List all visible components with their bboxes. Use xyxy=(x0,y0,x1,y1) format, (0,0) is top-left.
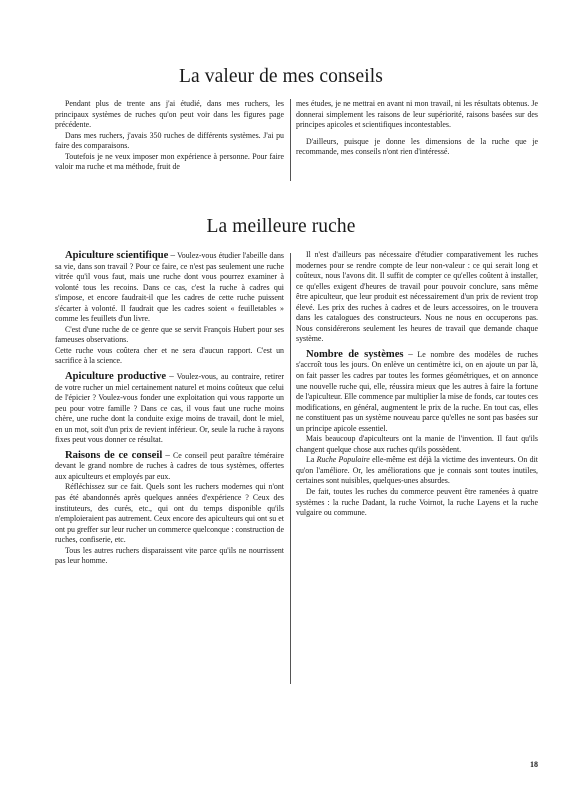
paragraph-ruche-populaire xyxy=(296,455,538,487)
paragraph: Tous les autres ruchers disparaissent vite parce qu'ils ne nourrissent pas leur homme. xyxy=(55,545,284,566)
paragraph-apiculture-scientifique xyxy=(55,250,284,325)
dash: – xyxy=(169,371,174,382)
paragraph: De fait, toutes les ruches du commerce peuvent être ramenées à quatre systèmes : la ruche Dadant, la ruche Voirnot, la ruche Layens et la ruche vulgaire ou commune. xyxy=(296,487,538,518)
paragraph: C'est d'une ruche de ce genre que se servit François Hubert pour ses fameuses observations. xyxy=(55,324,284,345)
paragraph: D'ailleurs, puisque je donne les dimensions de la ruche que je recommande, mes conseils n'ont rien d'intéressé. xyxy=(296,136,538,157)
page-number: 18 xyxy=(530,760,538,769)
subheading: Apiculture productive xyxy=(65,371,167,383)
paragraph: Réfléchissez sur ce fait. Quels sont les ruchers modernes qui n'ont pas été abandonnés après quelques années d'expérience ? Ceux des instituteurs, des curés, etc., qui ont du temps disponible qu'ils n'emploieraient pas autrement. Ceux encore des apiculteurs qui ont su et ont pu greffer sur leur rucher un commerce quelconque : construction de ruches, confiserie, etc. xyxy=(55,482,284,545)
paragraph-nombre-systemes xyxy=(296,349,538,434)
subheading: Raisons de ce conseil xyxy=(65,449,163,461)
section1-right-column xyxy=(296,99,538,181)
section1-left-column xyxy=(55,99,284,181)
paragraph-text: Le nombre des modèles de ruches s'accroît tous les jours. On enlève un centimètre ici, on en ajoute un par là, on fait passer les cadres par toutes les formes géométriques, et on annonce une nouvelle ruche qui, elle, réussira mieux que les autres à faire la fortune de l'apiculteur. Elle commence par multiplier la mise de fonds, car toutes ces modifications, en général, augmentent le prix de la ruche. En tout cas, elles ne constituent pas un système nouveau parce qu'elles ne sont pas basées sur un principe apicole essentiel. xyxy=(296,349,538,433)
paragraph: Mais beaucoup d'apiculteurs ont la manie de l'invention. Il faut qu'ils changent quelque chose aux ruches qu'ils possèdent. xyxy=(296,434,538,454)
section-title-valeur: La valeur de mes conseils xyxy=(179,66,383,87)
paragraph-text: Voulez-vous étudier l'abeille dans sa vie, dans son travail ? Pour ce faire, ce n'est pas seulement une ruche vitrée qu'il vous faut, mais une ruche dont vous pourrez examiner à volonté tous les recoins. Dans ce cas, c'est la ruche à cadres qui s'impose, et encore faudrait-il que les cadres de cette ruche puissent s'écarter à volonté. Il faudrait que les cadres soient « feuilletables » comme les feuillets d'un livre. xyxy=(55,251,284,324)
paragraph: Cette ruche vous coûtera cher et ne sera d'aucun rapport. C'est un sacrifice à la science. xyxy=(55,345,284,366)
dash: – xyxy=(408,348,413,359)
paragraph: Pendant plus de trente ans j'ai étudié, dans mes ruchers, les principaux systèmes de ruches qu'on peut voir dans les figures page précédente. xyxy=(55,99,284,130)
book-title: Ruche Populaire xyxy=(316,455,370,465)
paragraph-text: Ce conseil peut paraître téméraire devant le grand nombre de ruches à cadres de tous systèmes, offertes aux apiculteurs et employés par eux. xyxy=(55,450,284,481)
paragraph: Toutefois je ne veux imposer mon expérience à personne. Pour faire valoir ma ruche et ma méthode, fruit de xyxy=(55,151,284,172)
dash: – xyxy=(165,449,170,460)
section2-right-column xyxy=(296,250,538,690)
paragraph: Il n'est d'ailleurs pas nécessaire d'étudier comparativement les ruches modernes pour se rendre compte de leur non-valeur : ce qui serait long et coûteux, nous l'avons dit. Il suffit de compter ce qu'elles coûtent à installer, ce qu'elles exigent d'heures de travail pour pouvoir conclure, sans même être apiculteur, que leur produit est nécessairement d'un prix de revient trop élevé. Les prix des ruches à cadres et de leurs accessoires, on le trouvera dans les catalogues des constructeurs. Nous ne nous en occuperons pas. Nous considérerons seulement les heures de travail que demande chaque système. xyxy=(296,250,538,344)
paragraph: Dans mes ruchers, j'avais 350 ruches de différents systèmes. J'ai pu faire des comparaisons. xyxy=(55,130,284,151)
paragraph-text: Voulez-vous, au contraire, retirer de votre rucher un miel certainement naturel et moins coûteux que celui de l'épicier ? Voulez-vous fonder une exploitation qui vous rapporte un peu pour votre famille ? Dans ce cas, il vous faut une ruche moins chère, une ruche dont la conduite exige moins de travail, dont le miel, en un mot, soit d'un prix de revient inférieur. Or, seule la ruche à rayons fixes peut vous donner ce résultat. xyxy=(55,372,284,445)
paragraph-text: La xyxy=(306,455,315,465)
dash: – xyxy=(170,250,176,260)
subheading: Nombre de systèmes xyxy=(306,348,404,360)
paragraph-raisons xyxy=(55,450,284,483)
paragraph-text: elle-même est déjà la victime des inventeurs. On dit qu'on l'améliore. Or, les améliorations que je connais sont toutes inutiles, certaines sont nuisibles, quelques-unes absurdes. xyxy=(296,455,538,486)
subheading: Apiculture scientifique xyxy=(65,250,169,261)
section-title-meilleure-ruche: La meilleure ruche xyxy=(206,216,356,237)
column-divider xyxy=(290,253,291,684)
paragraph-apiculture-productive xyxy=(55,371,284,446)
column-divider xyxy=(290,99,291,181)
paragraph: mes études, je ne mettrai en avant ni mon travail, ni les résultats obtenus. Je donnerai simplement les raisons de leur supériorité, raisons basées sur des principes apicoles et scientifiques incontestables. xyxy=(296,99,538,130)
section2-left-column xyxy=(55,250,284,690)
